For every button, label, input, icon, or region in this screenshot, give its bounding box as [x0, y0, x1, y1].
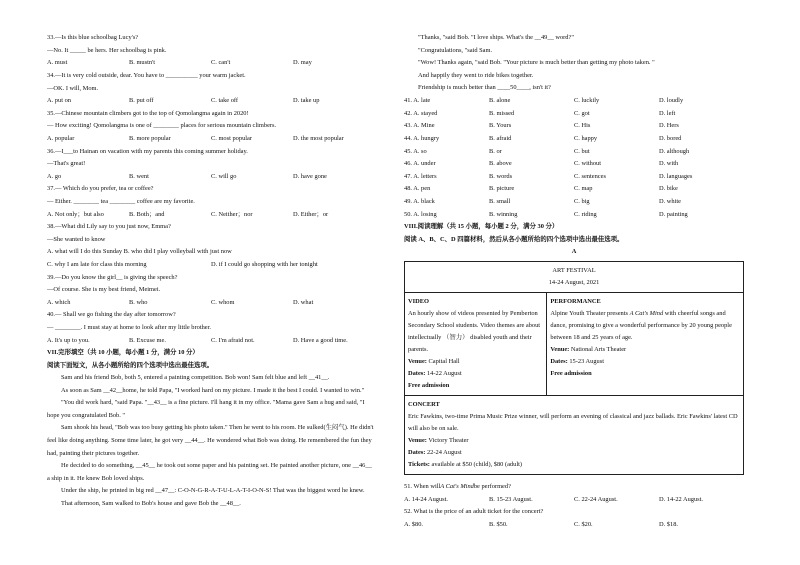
q36-line2: —That's great!	[47, 160, 86, 168]
q39-line2: —Of course. She is my best friend, Meimei.	[47, 286, 161, 294]
cloze-paragraph: "Congratulations, "said Sam.	[418, 46, 493, 54]
cloze-paragraph: Friendship is much better than ____50____, isn't it?	[418, 84, 551, 92]
video-heading: VIDEO	[408, 297, 429, 305]
right-column	[404, 32, 744, 531]
q51-options	[404, 493, 744, 506]
concert-description: Eric Fawkins, two-time Prima Music Prize winner, will perform an evening of classical and jazz ballads. Eric Fawkins' latest CD will also be on sale.	[408, 412, 738, 432]
q33-stem: 33.—Is this blue schoolbag Lucy's?	[47, 34, 139, 42]
option[interactable]: D. bike	[659, 185, 678, 193]
q34-options	[47, 95, 375, 108]
option[interactable]: D. painting	[659, 210, 688, 218]
cloze-options-list	[404, 95, 744, 221]
option[interactable]: B. $50.	[489, 520, 508, 528]
option[interactable]: B. 15-23 August.	[489, 495, 533, 503]
option[interactable]: A. must	[47, 59, 68, 67]
festival-title: ART FESTIVAL	[552, 266, 596, 274]
q38-option-ab[interactable]: A. what will I do this Sunday B. who did I play volleyball with just now	[47, 248, 232, 256]
option[interactable]: D. what	[293, 298, 314, 306]
option[interactable]: C. will go	[211, 172, 237, 180]
option[interactable]: B. picture	[489, 185, 515, 193]
option[interactable]: D. loudly	[659, 97, 684, 105]
cloze-paragraph: As soon as Sam __42__home, he told Papa, "I worked hard on my picture. I made it the best I could. I wanted to win."	[61, 386, 365, 394]
option[interactable]: A. put on	[47, 97, 71, 105]
venue-label: Venue:	[408, 436, 427, 444]
option[interactable]: D. Have a good time.	[293, 336, 348, 344]
option[interactable]: A. go	[47, 172, 62, 180]
option[interactable]: B. Yours	[489, 122, 512, 130]
passage-a-label: A	[571, 248, 577, 256]
concert-heading: CONCERT	[408, 400, 440, 408]
q40-stem: 40.— Shall we go fishing the day after tomorrow?	[47, 311, 176, 319]
option[interactable]: C. His	[574, 122, 591, 130]
q35-line2: — How exciting! Qomolangma is one of ________ places for serious mountain climbers.	[47, 122, 277, 130]
q39-stem: 39.—Do you know the girl__ is giving the speech?	[47, 273, 178, 281]
option[interactable]: D. may	[293, 59, 312, 67]
option[interactable]: B. put off	[129, 97, 154, 105]
q40-line2: — ________. I must stay at home to look after my little brother.	[47, 323, 211, 331]
cloze-paragraph: "Thanks, "said Bob. "I love ships. What's the __49__ word?"	[418, 34, 574, 41]
option[interactable]: D. left	[659, 109, 676, 117]
option[interactable]: 50. A. losing	[404, 210, 437, 218]
option[interactable]: 41. A. late	[404, 97, 431, 105]
option[interactable]: B. or	[489, 147, 502, 155]
option[interactable]: B. mustn't	[129, 59, 156, 67]
cloze-paragraph: Sam shook his head, "Bob was too busy getting his photo taken." Then he went to his room. He sulked(生闷气). He didn't feel like doing anything. Some time later, he got very __44__. He wondered what Bob was doing. He remembered the fun they had, painting their pictures together.	[47, 424, 374, 457]
performance-cell	[547, 292, 744, 395]
cloze-option-row	[404, 183, 744, 196]
option[interactable]: D. $18.	[659, 520, 678, 528]
option[interactable]: A. 14-24 August.	[404, 495, 449, 503]
option[interactable]: B. above	[489, 160, 512, 168]
section7-instruction: 阅读下面短文，从各小题所给的四个选项中选出最佳选项。	[47, 361, 214, 369]
q35-options	[47, 133, 375, 146]
option[interactable]: D. take up	[293, 97, 320, 105]
q39-options	[47, 296, 375, 309]
option[interactable]: D. if I could go shopping with her tonight	[211, 260, 318, 268]
cloze-option-row	[404, 120, 744, 133]
option[interactable]: C. 22-24 August.	[574, 495, 618, 503]
tickets-label: Tickets:	[408, 460, 430, 468]
q51-stem: 51. When will A Cat's Mind be performed?	[404, 482, 511, 490]
option[interactable]: C. map	[574, 185, 593, 193]
cloze-option-row	[404, 171, 744, 184]
option[interactable]: D. Either；or	[293, 210, 329, 218]
section8-instruction: 阅读 A、B、C、D 四篇材料，然后从各小题所给的四个选项中选出最佳选项。	[404, 235, 624, 243]
cloze-paragraph: "Wow! Thanks again, "said Bob. "Your picture is much better than getting my photo taken. "	[418, 59, 655, 67]
concert-cell	[405, 395, 744, 474]
option[interactable]: D. Hers	[659, 122, 679, 130]
option[interactable]: 42. A. stayed	[404, 109, 438, 117]
cloze-paragraph: Under the ship, he printed in big red __47__: C-O-N-G-R-A-T-U-L-A-T-I-O-N-S! That was the biggest word he knew.	[61, 487, 365, 495]
cloze-option-row	[404, 158, 744, 171]
dates-label: Dates:	[408, 369, 426, 377]
option[interactable]: 44. A. hungry	[404, 135, 440, 143]
cloze-paragraph: That afternoon, Sam walked to Bob's house and gave Bob the __48__.	[61, 499, 241, 507]
cloze-option-row	[404, 196, 744, 209]
option[interactable]: C. Neither；nor	[211, 210, 253, 218]
q37-options	[47, 208, 375, 221]
concert-dates: 22-24 August	[425, 448, 462, 456]
option[interactable]: 47. A. letters	[404, 172, 437, 180]
option[interactable]: 46. A. under	[404, 160, 436, 168]
option[interactable]: 45. A. so	[404, 147, 427, 155]
cloze-option-row	[404, 208, 744, 221]
q33-line2: —No. It _____ be hers. Her schoolbag is pink.	[47, 46, 167, 54]
venue-label: Venue:	[550, 345, 570, 353]
show-title: A Cat's Mind	[629, 309, 664, 317]
cloze-option-row	[404, 108, 744, 121]
option[interactable]: C. without	[574, 160, 601, 168]
cloze-paragraph: "You did work hard, "said Papa. "__43__ is a fine picture. I'll hang it in my office. "Mama gave Sam a hug and said, "I hope you congratulated Bob. "	[47, 399, 365, 419]
option[interactable]: D. although	[659, 147, 690, 155]
option[interactable]: B. who	[129, 298, 148, 306]
option[interactable]: C. happy	[574, 135, 598, 143]
performance-heading: PERFORMANCE	[550, 297, 601, 305]
option[interactable]: A. $80.	[404, 520, 423, 528]
option[interactable]: B. missed	[489, 109, 515, 117]
option[interactable]: B. went	[129, 172, 149, 180]
concert-tickets: available at $50 (child), $80 (adult)	[429, 460, 523, 468]
option[interactable]: D. bored	[659, 135, 682, 143]
festival-dates: 14-24 August, 2021	[548, 278, 600, 286]
q35-stem: 35.—Chinese mountain climbers got to the top of Qomolangma again in 2020!	[47, 109, 249, 117]
video-description: An hourly show of videos presented by Pemberton Secondary School students. Video themes are about intellectually （智力） disabled youth and their parents.	[408, 309, 541, 353]
option[interactable]: C. riding	[574, 210, 597, 218]
q40-options	[47, 334, 375, 347]
cloze-option-row	[404, 145, 744, 158]
option[interactable]: D. languages	[659, 172, 693, 180]
option[interactable]: C. big	[574, 198, 590, 206]
option[interactable]: 49. A. black	[404, 198, 435, 206]
option[interactable]: C. can't	[211, 59, 231, 67]
q34-line2: —OK. I will, Mom.	[47, 84, 99, 92]
festival-header	[405, 261, 744, 292]
video-admission: Free admission	[408, 381, 450, 389]
q37-line2: — Either. ________ tea ________ coffee are my favorite.	[47, 198, 195, 206]
performance-venue: National Arts Theater	[569, 345, 627, 353]
concert-venue: Victory Theater	[426, 436, 469, 444]
cloze-option-row	[404, 95, 744, 108]
option[interactable]: 48. A. pen	[404, 185, 431, 193]
q38-stem: 38.—What did Lily say to you just now, Emma?	[47, 223, 171, 231]
performance-description: Alpine Youth Theater presents A Cat's Mind with cheerful songs and dance, promising to give a wonderful performance by 20 young people between 18 and 25 years of age.	[550, 309, 732, 341]
option[interactable]: C. whom	[211, 298, 235, 306]
option[interactable]: A. which	[47, 298, 71, 306]
cloze-paragraph: And happily they went to ride bikes together.	[418, 71, 534, 79]
video-cell	[405, 292, 547, 395]
performance-dates: 15-23 August	[567, 357, 604, 365]
option[interactable]: 43. A. Mine	[404, 122, 435, 130]
q34-stem: 34.—It is very cold outside, dear. You have to __________ your warm jacket.	[47, 72, 246, 80]
video-dates: 14-22 August	[425, 369, 462, 377]
option[interactable]: C. got	[574, 109, 590, 117]
option[interactable]: B. words	[489, 172, 513, 180]
q52-stem: 52. What is the price of an adult ticket for the concert?	[404, 508, 544, 516]
q38-options-cd	[47, 259, 375, 272]
option[interactable]: D. the most popular	[293, 135, 344, 143]
option[interactable]: C. sentences	[574, 172, 606, 180]
q36-stem: 36.—I___to Hainan on vacation with my parents this coming summer holiday.	[47, 147, 248, 155]
festival-table	[404, 261, 744, 475]
performance-admission: Free admission	[550, 369, 592, 377]
q37-stem: 37.— Which do you prefer, tea or coffee?	[47, 185, 154, 193]
section7-heading: VII.完形填空（共 10 小题，每小题 1 分，满分 10 分）	[47, 349, 199, 357]
video-venue: Capital Hall	[426, 357, 460, 365]
dates-label: Dates:	[408, 448, 426, 456]
option[interactable]: C. most popular	[211, 135, 253, 143]
option[interactable]: D. have gone	[293, 172, 327, 180]
cloze-paragraph: He decided to do something, __45__ he took out some paper and his painting set. He painted another picture, one __46__ a ship in it. He knew Bob loved ships.	[47, 462, 372, 482]
q38-line2: —She wanted to know	[47, 235, 106, 243]
option[interactable]: B. Excuse me.	[129, 336, 166, 344]
option[interactable]: B. Both；and	[129, 210, 165, 218]
q33-options	[47, 57, 375, 70]
cloze-paragraph: Sam and his friend Bob, both 5, entered a painting competition. Bob won! Sam felt blue and left __41__.	[61, 374, 330, 382]
option[interactable]: A. popular	[47, 135, 75, 143]
option[interactable]: C. take off	[211, 97, 239, 105]
option[interactable]: D. 14-22 August.	[659, 495, 704, 503]
option[interactable]: B. more popular	[129, 135, 171, 143]
option[interactable]: C. but	[574, 147, 590, 155]
option[interactable]: C. why I am late for class this morning	[47, 260, 147, 268]
option[interactable]: C. $20.	[574, 520, 593, 528]
venue-label: Venue:	[408, 357, 427, 365]
q52-options	[404, 518, 744, 531]
option[interactable]: C. I'm afraid not.	[211, 336, 255, 344]
cloze-option-row	[404, 133, 744, 146]
section8-heading: VIII.阅读理解（共 15 小题，每小题 2 分，满分 30 分）	[404, 223, 559, 231]
option[interactable]: A. It's up to you.	[47, 336, 90, 344]
left-column	[47, 32, 375, 511]
option[interactable]: B. afraid	[489, 135, 512, 143]
option[interactable]: D. with	[659, 160, 679, 168]
option[interactable]: B. alone	[489, 97, 511, 105]
dates-label: Dates:	[550, 357, 568, 365]
option[interactable]: B. small	[489, 198, 511, 206]
q36-options	[47, 171, 375, 184]
option[interactable]: B. winning	[489, 210, 518, 218]
option[interactable]: A. Not only；but also	[47, 210, 104, 218]
option[interactable]: C. luckily	[574, 97, 600, 105]
option[interactable]: D. white	[659, 198, 682, 206]
